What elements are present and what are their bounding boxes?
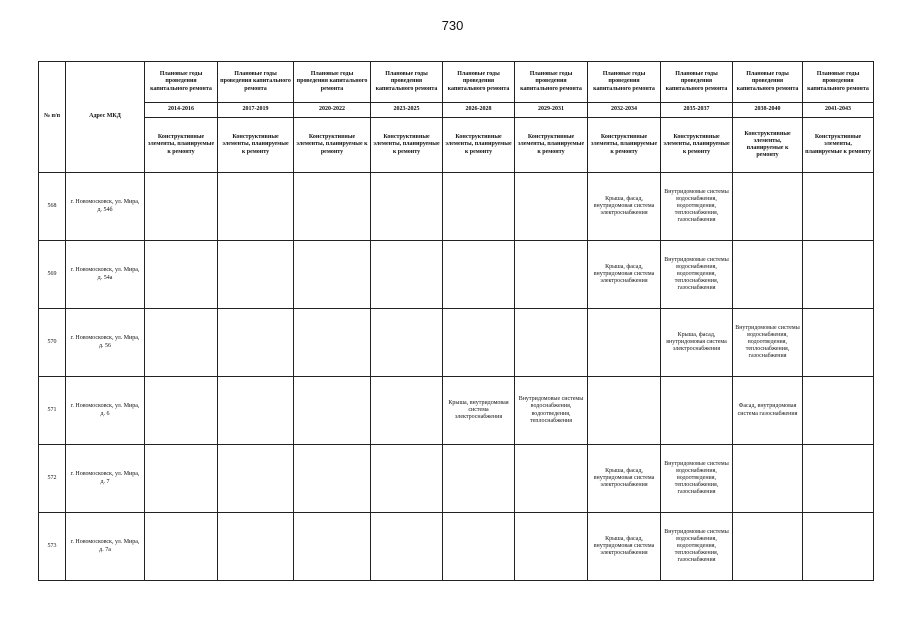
repair-elements-cell: Внутридомовые системы водоснабжения, водоотведения, теплоснабжения, газоснабжения [661, 445, 733, 513]
repair-elements-cell: Фасад, внутридомовая система газоснабжения [733, 377, 803, 445]
repair-elements-cell [218, 445, 294, 513]
repair-elements-cell [145, 241, 218, 309]
period-header-subtitle: Конструктивные элементы, планируемые к ремонту [218, 118, 294, 173]
repair-elements-cell [803, 377, 874, 445]
header-row-subtitles [39, 118, 874, 173]
repair-elements-cell [145, 445, 218, 513]
repair-elements-cell [588, 377, 661, 445]
period-header-title: Плановые годы проведения капитального ремонта [803, 62, 874, 103]
period-header-subtitle: Конструктивные элементы, планируемые к ремонту [443, 118, 515, 173]
repair-elements-cell [733, 241, 803, 309]
repair-elements-cell: Внутридомовые системы водоснабжения, водоотведения, теплоснабжения, газоснабжения [733, 309, 803, 377]
repair-elements-cell: Крыша, фасад, внутридомовая система электроснабжения [588, 241, 661, 309]
repair-elements-cell [371, 173, 443, 241]
repair-elements-cell [733, 513, 803, 581]
period-header-years: 2017-2019 [218, 103, 294, 118]
period-header-years: 2023-2025 [371, 103, 443, 118]
repair-elements-cell [218, 309, 294, 377]
period-header-years: 2032-2034 [588, 103, 661, 118]
repair-elements-cell [515, 173, 588, 241]
period-header-title: Плановые годы проведения капитального ремонта [218, 62, 294, 103]
row-address: г. Новомосковск, ул. Мира, д. 7а [66, 513, 145, 581]
period-header-years: 2020-2022 [294, 103, 371, 118]
repair-elements-cell [515, 513, 588, 581]
period-header-subtitle: Конструктивные элементы, планируемые к ремонту [661, 118, 733, 173]
period-header-years: 2035-2037 [661, 103, 733, 118]
period-header-subtitle: Конструктивные элементы, планируемые к ремонту [371, 118, 443, 173]
header-row-years [39, 103, 874, 118]
row-number: 568 [39, 173, 66, 241]
repair-elements-cell [218, 173, 294, 241]
period-header-years: 2026-2028 [443, 103, 515, 118]
period-header-title: Плановые годы проведения капитального ремонта [294, 62, 371, 103]
period-header-title: Плановые годы проведения капитального ремонта [588, 62, 661, 103]
row-number: 572 [39, 445, 66, 513]
repair-elements-cell: Внутридомовые системы водоснабжения, водоотведения, теплоснабжения [515, 377, 588, 445]
table-row [39, 173, 874, 241]
row-number: 569 [39, 241, 66, 309]
repair-elements-cell [443, 241, 515, 309]
period-header-years: 2041-2043 [803, 103, 874, 118]
repair-elements-cell [218, 513, 294, 581]
repair-elements-cell [515, 241, 588, 309]
row-number: 571 [39, 377, 66, 445]
repair-elements-cell [443, 309, 515, 377]
repair-elements-cell [294, 445, 371, 513]
period-header-subtitle: Конструктивные элементы, планируемые к ремонту [294, 118, 371, 173]
table-row [39, 445, 874, 513]
period-header-subtitle: Конструктивные элементы, планируемые к ремонту [733, 118, 803, 173]
repair-elements-cell [371, 513, 443, 581]
row-address: г. Новомосковск, ул. Мира, д. 54а [66, 241, 145, 309]
capital-repair-plan-table [38, 61, 874, 581]
repair-elements-cell [803, 241, 874, 309]
repair-elements-cell [588, 309, 661, 377]
repair-elements-cell [803, 173, 874, 241]
row-number: 570 [39, 309, 66, 377]
repair-elements-cell: Крыша, фасад, внутридомовая система электроснабжения [588, 513, 661, 581]
repair-elements-cell [515, 445, 588, 513]
repair-elements-cell [803, 309, 874, 377]
repair-elements-cell [371, 309, 443, 377]
repair-elements-cell: Крыша, фасад, внутридомовая система электроснабжения [588, 445, 661, 513]
period-header-subtitle: Конструктивные элементы, планируемые к ремонту [145, 118, 218, 173]
repair-elements-cell [218, 241, 294, 309]
repair-elements-cell [145, 173, 218, 241]
period-header-title: Плановые годы проведения капитального ремонта [145, 62, 218, 103]
period-header-title: Плановые годы проведения капитального ремонта [443, 62, 515, 103]
table-row [39, 309, 874, 377]
repair-elements-cell [803, 445, 874, 513]
repair-elements-cell [145, 377, 218, 445]
period-header-years: 2014-2016 [145, 103, 218, 118]
period-header-subtitle: Конструктивные элементы, планируемые к ремонту [803, 118, 874, 173]
repair-elements-cell [661, 377, 733, 445]
period-header-subtitle: Конструктивные элементы, планируемые к ремонту [515, 118, 588, 173]
repair-elements-cell [733, 173, 803, 241]
repair-elements-cell [803, 513, 874, 581]
repair-elements-cell: Крыша, фасад, внутридомовая система электроснабжения [661, 309, 733, 377]
repair-elements-cell: Крыша, фасад, внутридомовая система электроснабжения [588, 173, 661, 241]
repair-elements-cell [294, 173, 371, 241]
period-header-subtitle: Конструктивные элементы, планируемые к ремонту [588, 118, 661, 173]
row-address: г. Новомосковск, ул. Мира, д. 6 [66, 377, 145, 445]
repair-elements-cell [294, 513, 371, 581]
repair-elements-cell [733, 445, 803, 513]
repair-elements-cell [294, 377, 371, 445]
repair-elements-cell [371, 241, 443, 309]
period-header-title: Плановые годы проведения капитального ремонта [733, 62, 803, 103]
repair-elements-cell [443, 513, 515, 581]
row-number: 573 [39, 513, 66, 581]
row-address: г. Новомосковск, ул. Мира, д. 7 [66, 445, 145, 513]
row-address: г. Новомосковск, ул. Мира, д. 54б [66, 173, 145, 241]
row-address: г. Новомосковск, ул. Мира, д. 56 [66, 309, 145, 377]
period-header-years: 2029-2031 [515, 103, 588, 118]
repair-elements-cell: Внутридомовые системы водоснабжения, водоотведения, теплоснабжения, газоснабжения [661, 513, 733, 581]
period-header-title: Плановые годы проведения капитального ремонта [371, 62, 443, 103]
repair-elements-cell: Крыша, внутридомовая система электроснабжения [443, 377, 515, 445]
repair-elements-cell [371, 377, 443, 445]
header-row-titles [39, 62, 874, 103]
repair-elements-cell [515, 309, 588, 377]
table-row [39, 513, 874, 581]
period-header-title: Плановые годы проведения капитального ремонта [515, 62, 588, 103]
repair-elements-cell [145, 309, 218, 377]
page-number: 730 [441, 18, 464, 33]
repair-elements-cell [443, 445, 515, 513]
repair-elements-cell [371, 445, 443, 513]
table-row [39, 377, 874, 445]
period-header-title: Плановые годы проведения капитального ремонта [661, 62, 733, 103]
column-header-number: № п/п [39, 62, 66, 173]
repair-elements-cell [145, 513, 218, 581]
table-body [39, 173, 874, 581]
repair-elements-cell: Внутридомовые системы водоснабжения, водоотведения, теплоснабжения, газоснабжения [661, 173, 733, 241]
column-header-address: Адрес МКД [66, 62, 145, 173]
period-header-years: 2038-2040 [733, 103, 803, 118]
repair-elements-cell [443, 173, 515, 241]
table-row [39, 241, 874, 309]
repair-elements-cell [294, 309, 371, 377]
repair-elements-cell [294, 241, 371, 309]
repair-elements-cell: Внутридомовые системы водоснабжения, водоотведения, теплоснабжения, газоснабжения [661, 241, 733, 309]
repair-elements-cell [218, 377, 294, 445]
